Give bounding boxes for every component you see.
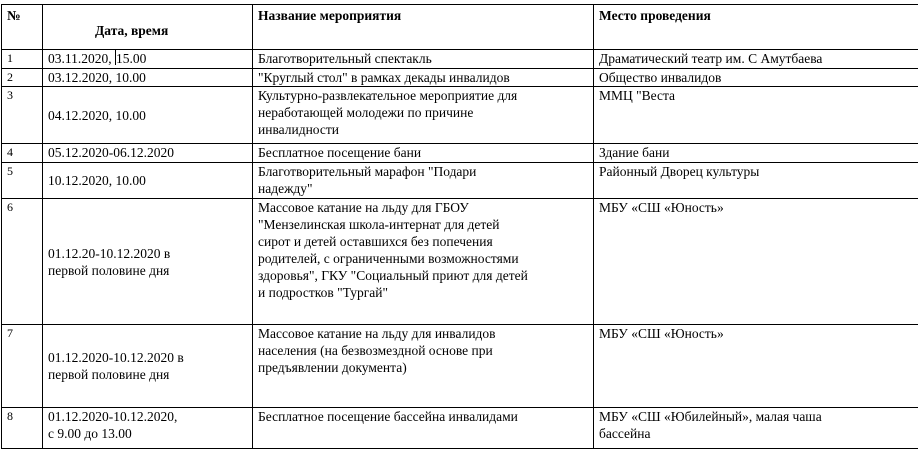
table-header-row: [2, 5, 918, 50]
row-num: 5: [2, 163, 43, 199]
row-name-line: инвалидности: [258, 122, 340, 137]
row-num: 7: [2, 325, 43, 408]
row-date-line: с 9.00 до 13.00: [48, 426, 132, 441]
table-row: [2, 69, 918, 87]
row-name-line: неработающей молодежи по причине: [258, 105, 474, 120]
row-name-line: Массовое катание на льду для ГБОУ: [258, 200, 469, 215]
row-date-line: 01.12.2020-10.12.2020 в: [48, 350, 184, 365]
row-date-part: 15.00: [116, 51, 147, 66]
table-row: [2, 50, 918, 69]
row-place: Здание бани: [594, 144, 918, 163]
header-date-label: Дата, время: [95, 23, 169, 38]
table-row: [2, 87, 918, 144]
row-name: "Круглый стол" в рамках декады инвалидов: [253, 69, 594, 87]
row-name: [253, 325, 594, 408]
row-date-part: 03.11.2020,: [48, 51, 115, 66]
row-name-line: и подростков "Тургай": [258, 285, 389, 300]
header-place: Место проведения: [594, 5, 918, 50]
row-num: 2: [2, 69, 43, 87]
row-name-line: Массовое катание на льду для инвалидов: [258, 326, 496, 341]
row-place: [594, 408, 918, 449]
row-place-line: бассейна: [599, 426, 651, 441]
row-date: [43, 325, 253, 408]
events-table: [1, 4, 918, 449]
row-place: ММЦ "Веста: [594, 87, 918, 144]
table-row: [2, 408, 918, 449]
row-name-line: Благотворительный марафон "Подари: [258, 164, 477, 179]
row-name: [253, 199, 594, 325]
row-name: Бесплатное посещение бани: [253, 144, 594, 163]
row-date: [43, 408, 253, 449]
row-name-line: населения (на безвозмездной основе при: [258, 343, 493, 358]
table-row: [2, 199, 918, 325]
row-place: Драматический театр им. С Амутбаева: [594, 50, 918, 69]
table-row: [2, 325, 918, 408]
row-date: 10.12.2020, 10.00: [43, 163, 253, 199]
row-date[interactable]: [43, 50, 253, 69]
row-name: Бесплатное посещение бассейна инвалидами: [253, 408, 594, 449]
row-date-line: первой половине дня: [48, 262, 170, 278]
header-name: Название мероприятия: [253, 5, 594, 50]
row-place: МБУ «СШ «Юность»: [594, 325, 918, 408]
row-date-line: первой половине дня: [48, 367, 170, 382]
row-name-line: родителей, с ограниченными возможностями: [258, 251, 519, 266]
row-name-line: предъявлении документа): [258, 360, 407, 375]
row-name: [253, 87, 594, 144]
row-name-line: сирот и детей оставшихся без попечения: [258, 234, 493, 249]
header-num: №: [2, 5, 43, 50]
row-name-line: Культурно-развлекательное мероприятие для: [258, 88, 518, 103]
row-place-line: МБУ «СШ «Юбилейный», малая чаша: [599, 409, 822, 424]
row-name-line: "Мензелинская школа-интернат для детей: [258, 217, 500, 232]
row-place: Общество инвалидов: [594, 69, 918, 87]
row-num: 3: [2, 87, 43, 144]
row-place: МБУ «СШ «Юность»: [594, 199, 918, 325]
header-date: [43, 5, 253, 50]
row-num: 8: [2, 408, 43, 449]
row-date: 04.12.2020, 10.00: [43, 87, 253, 144]
row-date-line: 01.12.2020-10.12.2020,: [48, 409, 178, 424]
row-name-line: здоровья", ГКУ "Социальный приют для детей: [258, 268, 528, 283]
row-date: 05.12.2020-06.12.2020: [43, 144, 253, 163]
row-num: 6: [2, 199, 43, 325]
row-name-line: надежду": [258, 181, 313, 196]
row-num: 4: [2, 144, 43, 163]
row-date-line: 01.12.20-10.12.2020 в: [48, 245, 171, 261]
row-place: Районный Дворец культуры: [594, 163, 918, 199]
row-date: [43, 199, 253, 325]
table-row: [2, 144, 918, 163]
row-date: 03.12.2020, 10.00: [43, 69, 253, 87]
row-name: [253, 163, 594, 199]
row-name: Благотворительный спектакль: [253, 50, 594, 69]
row-num: 1: [2, 50, 43, 69]
table-row: [2, 163, 918, 199]
